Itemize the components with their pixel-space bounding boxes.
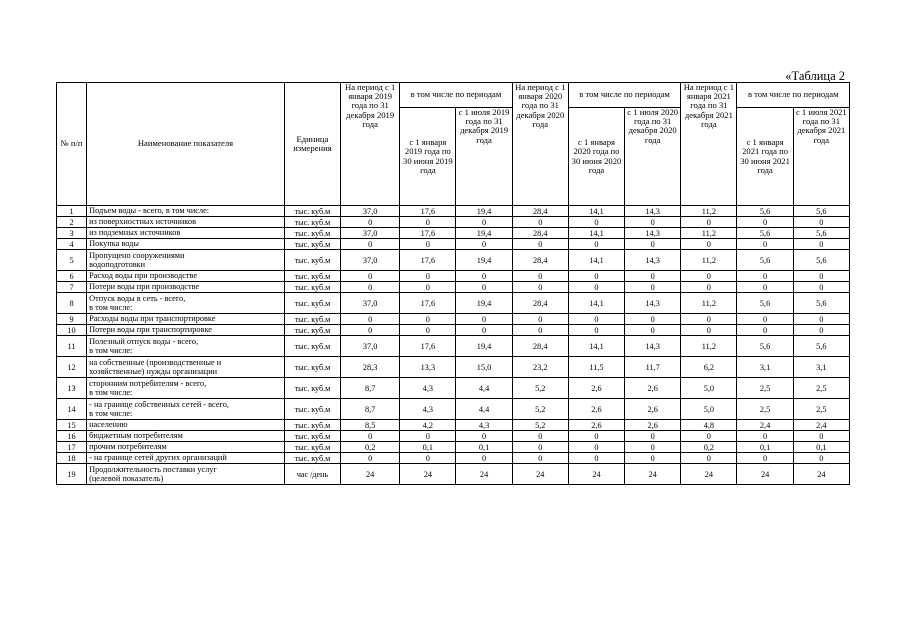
unit-cell: тыс. куб.м (284, 420, 340, 431)
value-cell: 19,4 (456, 206, 512, 217)
indicator-name: - на границе собственных сетей - всего, в том числе: (87, 399, 285, 420)
value-cell: 14,3 (625, 336, 681, 357)
value-cell: 13,3 (400, 357, 456, 378)
unit-cell: тыс. куб.м (284, 250, 340, 271)
table-header (57, 83, 850, 206)
value-cell: 23,2 (512, 357, 568, 378)
value-cell: 0 (681, 431, 737, 442)
table-row (57, 378, 850, 399)
value-cell: 14,1 (568, 293, 624, 314)
table-row (57, 217, 850, 228)
value-cell: 2,5 (793, 399, 849, 420)
header-period-2020-h1: с 1 января 2020 года по 30 июня 2020 года (568, 108, 624, 206)
value-cell: 2,5 (737, 378, 793, 399)
indicator-name: Отпуск воды в сеть - всего, в том числе: (87, 293, 285, 314)
value-cell: 0 (568, 442, 624, 453)
value-cell: 28,4 (512, 250, 568, 271)
value-cell: 4,3 (456, 420, 512, 431)
value-cell: 0 (568, 325, 624, 336)
table-row (57, 282, 850, 293)
value-cell: 0 (737, 453, 793, 464)
value-cell: 0 (568, 217, 624, 228)
value-cell: 14,3 (625, 206, 681, 217)
value-cell: 17,6 (400, 336, 456, 357)
header-period-2021-group: в том числе по периодам (737, 83, 850, 108)
table-row (57, 325, 850, 336)
value-cell: 0 (400, 239, 456, 250)
row-number: 6 (57, 271, 87, 282)
header-unit: Единица измерения (284, 83, 340, 206)
value-cell: 28,4 (512, 228, 568, 239)
indicator-name: бюджетным потребителям (87, 431, 285, 442)
value-cell: 37,0 (341, 336, 400, 357)
value-cell: 15,0 (456, 357, 512, 378)
value-cell: 0 (400, 453, 456, 464)
value-cell: 0 (400, 314, 456, 325)
value-cell: 24 (341, 464, 400, 485)
value-cell: 0 (681, 314, 737, 325)
value-cell: 2,6 (625, 420, 681, 431)
value-cell: 5,0 (681, 399, 737, 420)
value-cell: 24 (512, 464, 568, 485)
header-period-2020-group: в том числе по периодам (568, 83, 680, 108)
value-cell: 0 (793, 431, 849, 442)
value-cell: 0 (625, 442, 681, 453)
table-row (57, 431, 850, 442)
table-row (57, 399, 850, 420)
table-row (57, 293, 850, 314)
value-cell: 0 (681, 282, 737, 293)
value-cell: 0 (625, 325, 681, 336)
value-cell: 0 (625, 282, 681, 293)
value-cell: 0 (400, 431, 456, 442)
value-cell: 5,6 (793, 336, 849, 357)
value-cell: 0 (341, 217, 400, 228)
value-cell: 5,6 (737, 206, 793, 217)
indicator-name: Расход воды при производстве (87, 271, 285, 282)
indicator-name: Пропущено сооружениями водоподготовки (87, 250, 285, 271)
value-cell: 14,3 (625, 250, 681, 271)
value-cell: 0 (512, 314, 568, 325)
value-cell: 3,1 (737, 357, 793, 378)
value-cell: 0 (625, 431, 681, 442)
value-cell: 0 (456, 217, 512, 228)
row-number: 7 (57, 282, 87, 293)
value-cell: 0 (793, 325, 849, 336)
value-cell: 0 (400, 271, 456, 282)
value-cell: 0,2 (341, 442, 400, 453)
value-cell: 0 (793, 453, 849, 464)
value-cell: 37,0 (341, 206, 400, 217)
value-cell: 2,5 (737, 399, 793, 420)
value-cell: 11,5 (568, 357, 624, 378)
value-cell: 0,1 (793, 442, 849, 453)
value-cell: 4,4 (456, 399, 512, 420)
value-cell: 0 (400, 217, 456, 228)
unit-cell: тыс. куб.м (284, 271, 340, 282)
value-cell: 11,2 (681, 250, 737, 271)
value-cell: 14,1 (568, 336, 624, 357)
header-period-2021-total: На период с 1 января 2021 года по 31 декабря 2021 года (681, 83, 737, 206)
unit-cell: тыс. куб.м (284, 431, 340, 442)
value-cell: 2,6 (625, 378, 681, 399)
value-cell: 0 (341, 431, 400, 442)
value-cell: 2,6 (568, 399, 624, 420)
row-number: 19 (57, 464, 87, 485)
value-cell: 0 (737, 282, 793, 293)
row-number: 12 (57, 357, 87, 378)
value-cell: 17,6 (400, 228, 456, 239)
value-cell: 5,2 (512, 420, 568, 431)
unit-cell: тыс. куб.м (284, 228, 340, 239)
indicator-name: Покупка воды (87, 239, 285, 250)
value-cell: 0 (681, 239, 737, 250)
value-cell: 24 (400, 464, 456, 485)
value-cell: 11,2 (681, 228, 737, 239)
value-cell: 0 (793, 314, 849, 325)
row-number: 11 (57, 336, 87, 357)
value-cell: 0 (341, 239, 400, 250)
value-cell: 0 (681, 271, 737, 282)
indicator-name: - на границе сетей других организаций (87, 453, 285, 464)
value-cell: 0,1 (737, 442, 793, 453)
value-cell: 4,4 (456, 378, 512, 399)
value-cell: 8,7 (341, 378, 400, 399)
value-cell: 28,4 (512, 336, 568, 357)
value-cell: 2,4 (793, 420, 849, 431)
value-cell: 0 (681, 217, 737, 228)
value-cell: 4,2 (400, 420, 456, 431)
value-cell: 0 (400, 325, 456, 336)
unit-cell: тыс. куб.м (284, 314, 340, 325)
table-body (57, 206, 850, 485)
value-cell: 11,7 (625, 357, 681, 378)
row-number: 4 (57, 239, 87, 250)
table-row (57, 453, 850, 464)
indicator-name: на собственные (производственные и хозяйственные) нужды организации (87, 357, 285, 378)
unit-cell: тыс. куб.м (284, 325, 340, 336)
table-row (57, 206, 850, 217)
value-cell: 2,5 (793, 378, 849, 399)
value-cell: 0 (341, 325, 400, 336)
value-cell: 5,6 (793, 228, 849, 239)
value-cell: 5,2 (512, 378, 568, 399)
value-cell: 0 (737, 325, 793, 336)
value-cell: 0 (456, 431, 512, 442)
value-cell: 0 (456, 271, 512, 282)
value-cell: 0 (568, 453, 624, 464)
value-cell: 0 (341, 271, 400, 282)
value-cell: 37,0 (341, 293, 400, 314)
value-cell: 0 (793, 282, 849, 293)
indicator-name: из поверхностных источников (87, 217, 285, 228)
value-cell: 28,4 (512, 206, 568, 217)
value-cell: 0 (793, 239, 849, 250)
table-row (57, 464, 850, 485)
unit-cell: тыс. куб.м (284, 378, 340, 399)
value-cell: 0 (625, 217, 681, 228)
indicator-name: прочим потребителям (87, 442, 285, 453)
value-cell: 0 (625, 314, 681, 325)
value-cell: 19,4 (456, 250, 512, 271)
value-cell: 0 (625, 239, 681, 250)
value-cell: 0 (793, 271, 849, 282)
value-cell: 0 (456, 314, 512, 325)
value-cell: 3,1 (793, 357, 849, 378)
value-cell: 8,5 (341, 420, 400, 431)
value-cell: 0 (456, 282, 512, 293)
value-cell: 0 (512, 271, 568, 282)
indicator-name: Продолжительность поставки услуг (целевой показатель) (87, 464, 285, 485)
value-cell: 5,6 (737, 293, 793, 314)
row-number: 10 (57, 325, 87, 336)
value-cell: 2,4 (737, 420, 793, 431)
unit-cell: тыс. куб.м (284, 217, 340, 228)
value-cell: 0 (681, 325, 737, 336)
value-cell: 24 (681, 464, 737, 485)
value-cell: 0 (568, 282, 624, 293)
table-row (57, 442, 850, 453)
value-cell: 6,2 (681, 357, 737, 378)
header-num: № п/п (57, 83, 87, 206)
value-cell: 28,4 (512, 293, 568, 314)
value-cell: 5,6 (793, 206, 849, 217)
value-cell: 19,4 (456, 228, 512, 239)
unit-cell: тыс. куб.м (284, 336, 340, 357)
value-cell: 24 (456, 464, 512, 485)
value-cell: 5,6 (793, 293, 849, 314)
indicator-name: Потери воды при производстве (87, 282, 285, 293)
table-row (57, 314, 850, 325)
table-row (57, 271, 850, 282)
header-period-2019-total: На период с 1 января 2019 года по 31 декабря 2019 года (341, 83, 400, 206)
table-row (57, 420, 850, 431)
indicator-name: Расходы воды при транспортировке (87, 314, 285, 325)
indicator-name: Подъем воды - всего, в том числе: (87, 206, 285, 217)
value-cell: 0 (456, 453, 512, 464)
unit-cell: тыс. куб.м (284, 239, 340, 250)
water-supply-table (56, 82, 850, 485)
table-row (57, 239, 850, 250)
value-cell: 37,0 (341, 228, 400, 239)
value-cell: 14,1 (568, 228, 624, 239)
row-number: 5 (57, 250, 87, 271)
value-cell: 24 (625, 464, 681, 485)
value-cell: 19,4 (456, 336, 512, 357)
indicator-name: населению (87, 420, 285, 431)
value-cell: 5,0 (681, 378, 737, 399)
value-cell: 0 (512, 282, 568, 293)
value-cell: 11,2 (681, 293, 737, 314)
header-period-2019-h2: с 1 июля 2019 года по 31 декабря 2019 года (456, 108, 512, 206)
table-caption: «Таблица 2 (785, 69, 845, 83)
indicator-name: Потери воды при транспортировке (87, 325, 285, 336)
value-cell: 14,1 (568, 250, 624, 271)
value-cell: 4,3 (400, 399, 456, 420)
value-cell: 4,8 (681, 420, 737, 431)
value-cell: 5,6 (737, 336, 793, 357)
header-period-2020-total: На период с 1 января 2020 года по 31 декабря 2020 года (512, 83, 568, 206)
header-period-2020-h2: с 1 июля 2020 года по 31 декабря 2020 года (625, 108, 681, 206)
row-number: 15 (57, 420, 87, 431)
value-cell: 2,6 (568, 378, 624, 399)
unit-cell: тыс. куб.м (284, 282, 340, 293)
value-cell: 17,6 (400, 206, 456, 217)
value-cell: 0 (737, 431, 793, 442)
value-cell: 0 (568, 239, 624, 250)
value-cell: 24 (568, 464, 624, 485)
value-cell: 0 (456, 325, 512, 336)
header-period-2019-group: в том числе по периодам (400, 83, 512, 108)
value-cell: 0 (737, 239, 793, 250)
value-cell: 0 (512, 431, 568, 442)
value-cell: 17,6 (400, 250, 456, 271)
value-cell: 14,3 (625, 228, 681, 239)
value-cell: 0 (625, 453, 681, 464)
value-cell: 0 (737, 271, 793, 282)
value-cell: 5,6 (737, 250, 793, 271)
value-cell: 0 (400, 282, 456, 293)
value-cell: 0 (512, 217, 568, 228)
unit-cell: тыс. куб.м (284, 206, 340, 217)
value-cell: 0 (625, 271, 681, 282)
indicator-name: сторонним потребителям - всего, в том числе: (87, 378, 285, 399)
unit-cell: час /день (284, 464, 340, 485)
value-cell: 0,2 (681, 442, 737, 453)
header-period-2019-h1: с 1 января 2019 года по 30 июня 2019 года (400, 108, 456, 206)
row-number: 18 (57, 453, 87, 464)
row-number: 17 (57, 442, 87, 453)
value-cell: 0 (512, 325, 568, 336)
table-row (57, 228, 850, 239)
unit-cell: тыс. куб.м (284, 293, 340, 314)
value-cell: 0,1 (456, 442, 512, 453)
value-cell: 0 (737, 314, 793, 325)
value-cell: 11,2 (681, 336, 737, 357)
value-cell: 0 (456, 239, 512, 250)
value-cell: 5,6 (737, 228, 793, 239)
header-period-2021-h2: с 1 июля 2021 года по 31 декабря 2021 года (793, 108, 849, 206)
value-cell: 4,3 (400, 378, 456, 399)
value-cell: 8,7 (341, 399, 400, 420)
row-number: 9 (57, 314, 87, 325)
value-cell: 14,3 (625, 293, 681, 314)
value-cell: 2,6 (568, 420, 624, 431)
table-row (57, 357, 850, 378)
row-number: 8 (57, 293, 87, 314)
value-cell: 17,6 (400, 293, 456, 314)
value-cell: 24 (793, 464, 849, 485)
row-number: 3 (57, 228, 87, 239)
value-cell: 0 (793, 217, 849, 228)
value-cell: 11,2 (681, 206, 737, 217)
value-cell: 0 (568, 314, 624, 325)
value-cell: 28,3 (341, 357, 400, 378)
unit-cell: тыс. куб.м (284, 357, 340, 378)
row-number: 14 (57, 399, 87, 420)
value-cell: 0 (737, 217, 793, 228)
value-cell: 2,6 (625, 399, 681, 420)
indicator-name: Полезный отпуск воды - всего, в том числе: (87, 336, 285, 357)
value-cell: 0,1 (400, 442, 456, 453)
value-cell: 37,0 (341, 250, 400, 271)
value-cell: 5,2 (512, 399, 568, 420)
value-cell: 24 (737, 464, 793, 485)
header-name: Наименование показателя (87, 83, 285, 206)
row-number: 2 (57, 217, 87, 228)
value-cell: 0 (341, 314, 400, 325)
value-cell: 0 (568, 271, 624, 282)
value-cell: 5,6 (793, 250, 849, 271)
value-cell: 14,1 (568, 206, 624, 217)
value-cell: 0 (341, 282, 400, 293)
row-number: 16 (57, 431, 87, 442)
header-period-2021-h1: с 1 января 2021 года по 30 июня 2021 года (737, 108, 793, 206)
value-cell: 0 (568, 431, 624, 442)
row-number: 1 (57, 206, 87, 217)
value-cell: 19,4 (456, 293, 512, 314)
table-row (57, 250, 850, 271)
table-row (57, 336, 850, 357)
unit-cell: тыс. куб.м (284, 399, 340, 420)
unit-cell: тыс. куб.м (284, 442, 340, 453)
indicator-name: из подземных источников (87, 228, 285, 239)
value-cell: 0 (341, 453, 400, 464)
value-cell: 0 (681, 453, 737, 464)
value-cell: 0 (512, 453, 568, 464)
value-cell: 0 (512, 442, 568, 453)
row-number: 13 (57, 378, 87, 399)
unit-cell: тыс. куб.м (284, 453, 340, 464)
value-cell: 0 (512, 239, 568, 250)
